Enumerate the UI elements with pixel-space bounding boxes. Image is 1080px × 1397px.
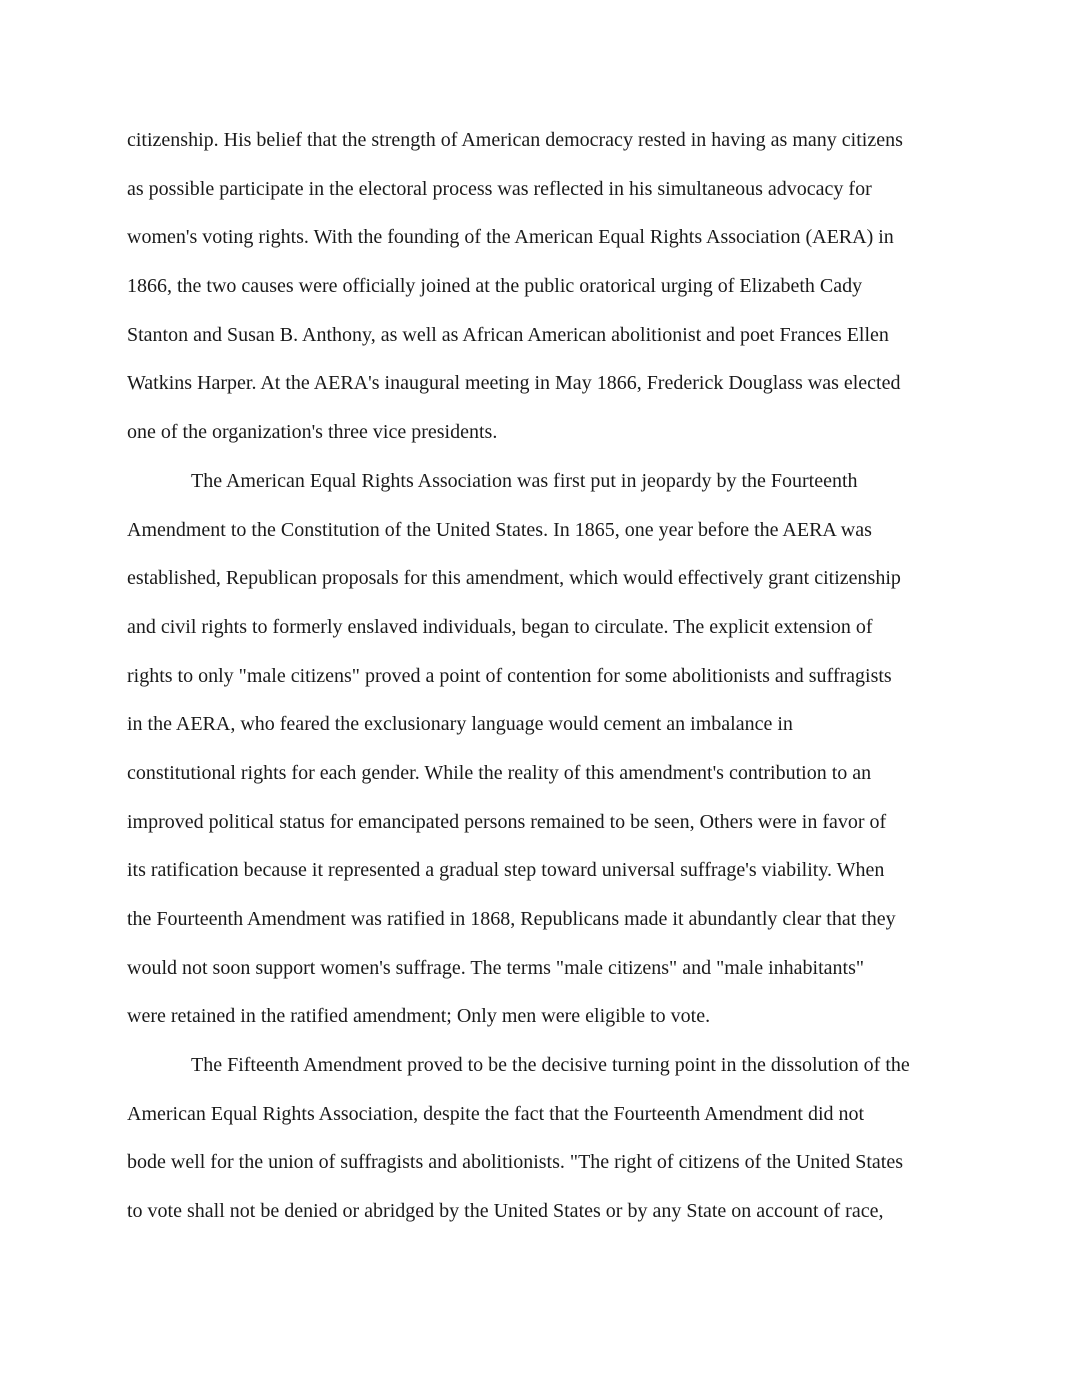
body-text [127, 116, 957, 1236]
text-line: in the AERA, who feared the exclusionary language would cement an imbalance in [127, 713, 793, 736]
text-line: rights to only "male citizens" proved a point of contention for some abolitionists and suffragists [127, 664, 892, 687]
text-line: Stanton and Susan B. Anthony, as well as African American abolitionist and poet Frances Ellen [127, 323, 889, 346]
paragraph-start-line: The American Equal Rights Association was first put in jeopardy by the Fourteenth [191, 469, 858, 492]
paragraph-start-line: The Fifteenth Amendment proved to be the decisive turning point in the dissolution of the [191, 1054, 910, 1077]
text-line: 1866, the two causes were officially joined at the public oratorical urging of Elizabeth Cady [127, 275, 863, 298]
text-line: American Equal Rights Association, despite the fact that the Fourteenth Amendment did not [127, 1102, 865, 1125]
text-line: women's voting rights. With the founding of the American Equal Rights Association (AERA) in [127, 226, 894, 249]
text-line: its ratification because it represented a gradual step toward universal suffrage's viability. When [127, 859, 885, 882]
text-line: one of the organization's three vice presidents. [127, 421, 498, 444]
text-line: would not soon support women's suffrage. The terms "male citizens" and "male inhabitants" [127, 956, 865, 979]
text-line: as possible participate in the electoral process was reflected in his simultaneous advocacy for [127, 177, 872, 200]
text-line: constitutional rights for each gender. While the reality of this amendment's contribution to an [127, 761, 872, 784]
text-line: citizenship. His belief that the strength of American democracy rested in having as many citizens [127, 129, 903, 151]
text-line: to vote shall not be denied or abridged by the United States or by any State on account of race, [127, 1200, 884, 1223]
text-line: were retained in the ratified amendment; Only men were eligible to vote. [127, 1005, 711, 1028]
text-line: the Fourteenth Amendment was ratified in 1868, Republicans made it abundantly clear that they [127, 908, 896, 930]
text-line: and civil rights to formerly enslaved individuals, began to circulate. The explicit extension of [127, 615, 873, 638]
text-line: Amendment to the Constitution of the United States. In 1865, one year before the AERA was [127, 518, 872, 541]
text-line: established, Republican proposals for this amendment, which would effectively grant citizenship [127, 567, 901, 590]
text-line: Watkins Harper. At the AERA's inaugural meeting in May 1866, Frederick Douglass was elected [127, 372, 901, 395]
text-line: improved political status for emancipated persons remained to be seen, Others were in favor of [127, 810, 887, 833]
text-line: bode well for the union of suffragists and abolitionists. "The right of citizens of the United States [127, 1151, 903, 1174]
